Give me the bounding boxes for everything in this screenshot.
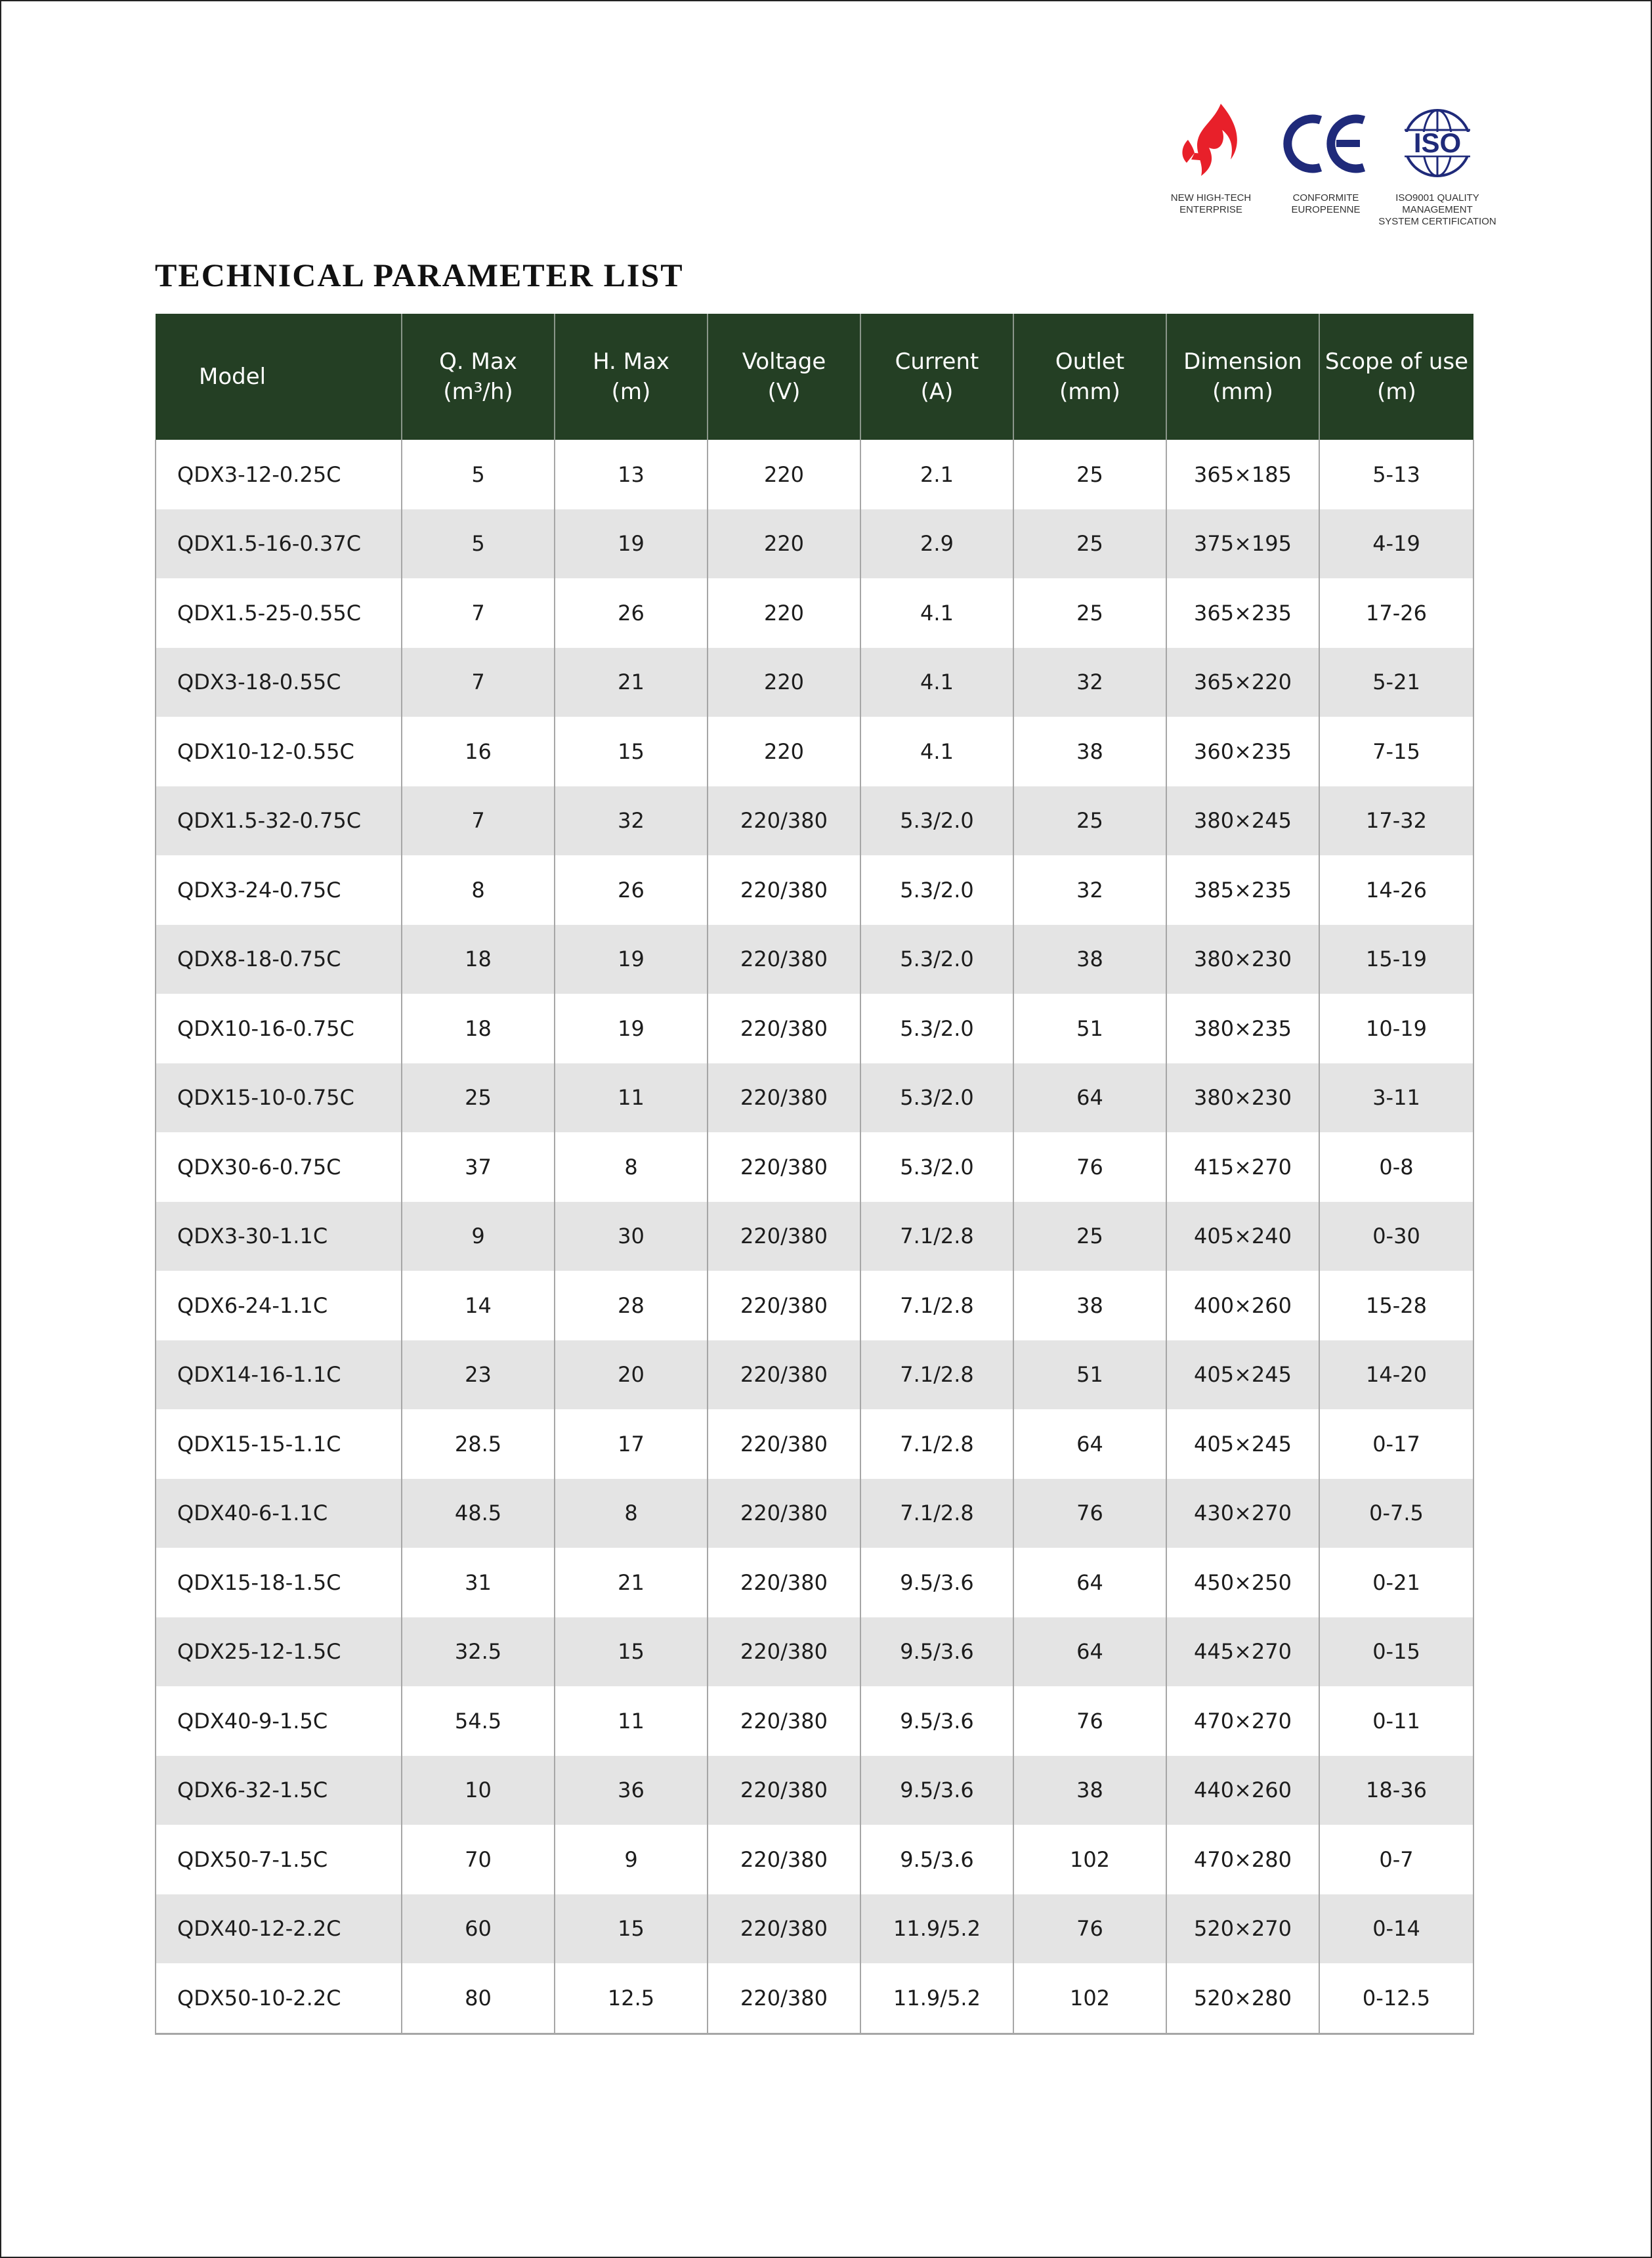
cell-model: QDX15-15-1.1C bbox=[156, 1409, 402, 1479]
cell-outlet: 38 bbox=[1013, 1756, 1166, 1825]
high-tech-flame-icon bbox=[1175, 100, 1247, 186]
table-row bbox=[156, 1479, 1473, 1548]
cell-h-max: 20 bbox=[555, 1340, 708, 1410]
cell-dimension: 400×260 bbox=[1166, 1271, 1319, 1340]
table-row bbox=[156, 1202, 1473, 1271]
table-row bbox=[156, 855, 1473, 925]
table-header-row bbox=[156, 314, 1473, 440]
cell-current: 4.1 bbox=[860, 717, 1013, 786]
cell-outlet: 64 bbox=[1013, 1063, 1166, 1133]
cell-outlet: 25 bbox=[1013, 1202, 1166, 1271]
cell-q-max: 25 bbox=[402, 1063, 555, 1133]
iso-logo-text: ISO bbox=[1413, 127, 1462, 158]
cell-scope-of-use: 0-11 bbox=[1319, 1686, 1473, 1756]
cell-dimension: 365×220 bbox=[1166, 648, 1319, 717]
cell-voltage: 220 bbox=[708, 509, 860, 579]
cell-h-max: 17 bbox=[555, 1409, 708, 1479]
cell-voltage: 220/380 bbox=[708, 1340, 860, 1410]
cell-voltage: 220/380 bbox=[708, 855, 860, 925]
cell-outlet: 76 bbox=[1013, 1479, 1166, 1548]
cell-h-max: 12.5 bbox=[555, 1963, 708, 2034]
table-row bbox=[156, 1825, 1473, 1894]
cell-current: 9.5/3.6 bbox=[860, 1617, 1013, 1687]
cell-outlet: 102 bbox=[1013, 1963, 1166, 2034]
cell-current: 9.5/3.6 bbox=[860, 1756, 1013, 1825]
cell-current: 9.5/3.6 bbox=[860, 1825, 1013, 1894]
cell-model: QDX30-6-0.75C bbox=[156, 1132, 402, 1202]
table-row bbox=[156, 1132, 1473, 1202]
cell-q-max: 80 bbox=[402, 1963, 555, 2034]
cell-voltage: 220/380 bbox=[708, 1271, 860, 1340]
cell-q-max: 16 bbox=[402, 717, 555, 786]
cell-model: QDX6-32-1.5C bbox=[156, 1756, 402, 1825]
cell-scope-of-use: 0-7 bbox=[1319, 1825, 1473, 1894]
cell-outlet: 64 bbox=[1013, 1617, 1166, 1687]
cell-h-max: 8 bbox=[555, 1479, 708, 1548]
cell-h-max: 11 bbox=[555, 1063, 708, 1133]
technical-parameter-table bbox=[155, 314, 1474, 2035]
cell-q-max: 7 bbox=[402, 578, 555, 648]
cell-dimension: 415×270 bbox=[1166, 1132, 1319, 1202]
cell-voltage: 220 bbox=[708, 717, 860, 786]
cell-model: QDX15-18-1.5C bbox=[156, 1548, 402, 1617]
cell-scope-of-use: 17-32 bbox=[1319, 786, 1473, 856]
cell-dimension: 380×235 bbox=[1166, 994, 1319, 1063]
cell-model: QDX6-24-1.1C bbox=[156, 1271, 402, 1340]
cell-model: QDX8-18-0.75C bbox=[156, 925, 402, 994]
cell-model: QDX1.5-16-0.37C bbox=[156, 509, 402, 579]
table-row bbox=[156, 786, 1473, 856]
table-row bbox=[156, 1686, 1473, 1756]
cell-scope-of-use: 17-26 bbox=[1319, 578, 1473, 648]
column-header-outlet: Outlet (mm) bbox=[1013, 314, 1166, 440]
cell-voltage: 220/380 bbox=[708, 925, 860, 994]
cell-q-max: 10 bbox=[402, 1756, 555, 1825]
cell-scope-of-use: 0-21 bbox=[1319, 1548, 1473, 1617]
cell-q-max: 37 bbox=[402, 1132, 555, 1202]
cell-voltage: 220 bbox=[708, 648, 860, 717]
cell-model: QDX14-16-1.1C bbox=[156, 1340, 402, 1410]
cell-q-max: 7 bbox=[402, 786, 555, 856]
iso-badge bbox=[1368, 98, 1506, 230]
cell-q-max: 7 bbox=[402, 648, 555, 717]
table-row bbox=[156, 1409, 1473, 1479]
cell-outlet: 32 bbox=[1013, 648, 1166, 717]
cell-h-max: 30 bbox=[555, 1202, 708, 1271]
cell-scope-of-use: 14-26 bbox=[1319, 855, 1473, 925]
cell-scope-of-use: 14-20 bbox=[1319, 1340, 1473, 1410]
cell-outlet: 51 bbox=[1013, 994, 1166, 1063]
cell-h-max: 26 bbox=[555, 578, 708, 648]
cell-h-max: 19 bbox=[555, 925, 708, 994]
table-row bbox=[156, 1963, 1473, 2034]
certification-logos bbox=[1142, 98, 1510, 230]
cell-model: QDX10-12-0.55C bbox=[156, 717, 402, 786]
cell-outlet: 25 bbox=[1013, 786, 1166, 856]
cell-model: QDX50-10-2.2C bbox=[156, 1963, 402, 2034]
cell-h-max: 15 bbox=[555, 717, 708, 786]
cell-h-max: 36 bbox=[555, 1756, 708, 1825]
cell-q-max: 18 bbox=[402, 925, 555, 994]
cell-dimension: 470×270 bbox=[1166, 1686, 1319, 1756]
cell-q-max: 31 bbox=[402, 1548, 555, 1617]
cell-h-max: 15 bbox=[555, 1894, 708, 1964]
cell-scope-of-use: 0-30 bbox=[1319, 1202, 1473, 1271]
cell-voltage: 220/380 bbox=[708, 1756, 860, 1825]
cell-scope-of-use: 3-11 bbox=[1319, 1063, 1473, 1133]
ce-caption: CONFORMITE EUROPEENNE bbox=[1291, 192, 1361, 215]
cell-voltage: 220/380 bbox=[708, 1548, 860, 1617]
cell-current: 2.9 bbox=[860, 509, 1013, 579]
cell-current: 4.1 bbox=[860, 648, 1013, 717]
cell-dimension: 405×240 bbox=[1166, 1202, 1319, 1271]
cell-outlet: 32 bbox=[1013, 855, 1166, 925]
cell-h-max: 13 bbox=[555, 440, 708, 509]
cell-h-max: 26 bbox=[555, 855, 708, 925]
table-row bbox=[156, 1548, 1473, 1617]
cell-q-max: 5 bbox=[402, 509, 555, 579]
cell-dimension: 360×235 bbox=[1166, 717, 1319, 786]
cell-current: 5.3/2.0 bbox=[860, 786, 1013, 856]
cell-scope-of-use: 0-8 bbox=[1319, 1132, 1473, 1202]
cell-h-max: 9 bbox=[555, 1825, 708, 1894]
cell-h-max: 21 bbox=[555, 648, 708, 717]
cell-voltage: 220/380 bbox=[708, 1409, 860, 1479]
cell-h-max: 19 bbox=[555, 509, 708, 579]
cell-model: QDX3-30-1.1C bbox=[156, 1202, 402, 1271]
cell-model: QDX10-16-0.75C bbox=[156, 994, 402, 1063]
cell-model: QDX40-6-1.1C bbox=[156, 1479, 402, 1548]
cell-scope-of-use: 0-7.5 bbox=[1319, 1479, 1473, 1548]
cell-current: 7.1/2.8 bbox=[860, 1340, 1013, 1410]
cell-outlet: 25 bbox=[1013, 578, 1166, 648]
cell-model: QDX3-24-0.75C bbox=[156, 855, 402, 925]
cell-dimension: 450×250 bbox=[1166, 1548, 1319, 1617]
column-header-model: Model bbox=[156, 314, 402, 440]
cell-current: 5.3/2.0 bbox=[860, 1132, 1013, 1202]
cell-voltage: 220/380 bbox=[708, 786, 860, 856]
cell-outlet: 25 bbox=[1013, 509, 1166, 579]
cell-current: 4.1 bbox=[860, 578, 1013, 648]
cell-scope-of-use: 7-15 bbox=[1319, 717, 1473, 786]
cell-voltage: 220 bbox=[708, 578, 860, 648]
cell-outlet: 76 bbox=[1013, 1686, 1166, 1756]
cell-model: QDX25-12-1.5C bbox=[156, 1617, 402, 1687]
cell-outlet: 51 bbox=[1013, 1340, 1166, 1410]
cell-q-max: 18 bbox=[402, 994, 555, 1063]
column-header-q-max: Q. Max (m³/h) bbox=[402, 314, 555, 440]
table-row bbox=[156, 1756, 1473, 1825]
cell-voltage: 220/380 bbox=[708, 1894, 860, 1964]
cell-current: 9.5/3.6 bbox=[860, 1686, 1013, 1756]
table-row bbox=[156, 994, 1473, 1063]
cell-q-max: 48.5 bbox=[402, 1479, 555, 1548]
cell-scope-of-use: 0-17 bbox=[1319, 1409, 1473, 1479]
cell-outlet: 102 bbox=[1013, 1825, 1166, 1894]
cell-outlet: 76 bbox=[1013, 1894, 1166, 1964]
table-row bbox=[156, 1894, 1473, 1964]
page-title: TECHNICAL PARAMETER LIST bbox=[155, 257, 684, 293]
cell-h-max: 32 bbox=[555, 786, 708, 856]
iso-caption: ISO9001 QUALITY MANAGEMENT SYSTEM CERTIFICATION bbox=[1378, 192, 1496, 227]
column-header-voltage: Voltage (V) bbox=[708, 314, 860, 440]
cell-scope-of-use: 10-19 bbox=[1319, 994, 1473, 1063]
cell-dimension: 365×235 bbox=[1166, 578, 1319, 648]
column-header-scope-of-use: Scope of use (m) bbox=[1319, 314, 1473, 440]
cell-current: 11.9/5.2 bbox=[860, 1894, 1013, 1964]
table-row bbox=[156, 648, 1473, 717]
cell-q-max: 70 bbox=[402, 1825, 555, 1894]
cell-q-max: 14 bbox=[402, 1271, 555, 1340]
cell-outlet: 38 bbox=[1013, 717, 1166, 786]
cell-voltage: 220/380 bbox=[708, 1686, 860, 1756]
cell-outlet: 38 bbox=[1013, 1271, 1166, 1340]
cell-q-max: 23 bbox=[402, 1340, 555, 1410]
cell-h-max: 28 bbox=[555, 1271, 708, 1340]
cell-model: QDX1.5-32-0.75C bbox=[156, 786, 402, 856]
cell-current: 11.9/5.2 bbox=[860, 1963, 1013, 2034]
cell-scope-of-use: 5-13 bbox=[1319, 440, 1473, 509]
cell-q-max: 54.5 bbox=[402, 1686, 555, 1756]
cell-dimension: 380×230 bbox=[1166, 925, 1319, 994]
table-row bbox=[156, 1271, 1473, 1340]
cell-current: 5.3/2.0 bbox=[860, 855, 1013, 925]
cell-dimension: 380×230 bbox=[1166, 1063, 1319, 1133]
cell-scope-of-use: 0-12.5 bbox=[1319, 1963, 1473, 2034]
cell-voltage: 220 bbox=[708, 440, 860, 509]
cell-model: QDX3-18-0.55C bbox=[156, 648, 402, 717]
cell-model: QDX15-10-0.75C bbox=[156, 1063, 402, 1133]
ce-mark-icon bbox=[1280, 107, 1372, 179]
cell-q-max: 60 bbox=[402, 1894, 555, 1964]
cell-q-max: 9 bbox=[402, 1202, 555, 1271]
table-row bbox=[156, 1063, 1473, 1133]
cell-dimension: 520×270 bbox=[1166, 1894, 1319, 1964]
cell-voltage: 220/380 bbox=[708, 1963, 860, 2034]
cell-scope-of-use: 0-15 bbox=[1319, 1617, 1473, 1687]
table-row bbox=[156, 578, 1473, 648]
table-body bbox=[156, 440, 1473, 2034]
cell-current: 2.1 bbox=[860, 440, 1013, 509]
cell-current: 5.3/2.0 bbox=[860, 994, 1013, 1063]
cell-dimension: 470×280 bbox=[1166, 1825, 1319, 1894]
cell-h-max: 15 bbox=[555, 1617, 708, 1687]
column-header-current: Current (A) bbox=[860, 314, 1013, 440]
cell-h-max: 21 bbox=[555, 1548, 708, 1617]
cell-scope-of-use: 4-19 bbox=[1319, 509, 1473, 579]
table-row bbox=[156, 925, 1473, 994]
cell-model: QDX40-12-2.2C bbox=[156, 1894, 402, 1964]
cell-model: QDX40-9-1.5C bbox=[156, 1686, 402, 1756]
cell-voltage: 220/380 bbox=[708, 1825, 860, 1894]
cell-voltage: 220/380 bbox=[708, 1063, 860, 1133]
cell-current: 7.1/2.8 bbox=[860, 1271, 1013, 1340]
cell-voltage: 220/380 bbox=[708, 1132, 860, 1202]
cell-scope-of-use: 0-14 bbox=[1319, 1894, 1473, 1964]
cell-dimension: 375×195 bbox=[1166, 509, 1319, 579]
cell-dimension: 380×245 bbox=[1166, 786, 1319, 856]
cell-voltage: 220/380 bbox=[708, 994, 860, 1063]
table-row bbox=[156, 1617, 1473, 1687]
cell-outlet: 76 bbox=[1013, 1132, 1166, 1202]
cell-voltage: 220/380 bbox=[708, 1617, 860, 1687]
table-row bbox=[156, 1340, 1473, 1410]
cell-current: 5.3/2.0 bbox=[860, 925, 1013, 994]
cell-outlet: 64 bbox=[1013, 1548, 1166, 1617]
column-header-h-max: H. Max (m) bbox=[555, 314, 708, 440]
cell-voltage: 220/380 bbox=[708, 1202, 860, 1271]
cell-current: 9.5/3.6 bbox=[860, 1548, 1013, 1617]
cell-dimension: 365×185 bbox=[1166, 440, 1319, 509]
cell-dimension: 385×235 bbox=[1166, 855, 1319, 925]
cell-h-max: 11 bbox=[555, 1686, 708, 1756]
column-header-dimension: Dimension (mm) bbox=[1166, 314, 1319, 440]
cell-dimension: 405×245 bbox=[1166, 1409, 1319, 1479]
cell-q-max: 8 bbox=[402, 855, 555, 925]
table-row bbox=[156, 509, 1473, 579]
cell-outlet: 25 bbox=[1013, 440, 1166, 509]
iso-globe-icon bbox=[1395, 107, 1480, 179]
cell-scope-of-use: 5-21 bbox=[1319, 648, 1473, 717]
cell-current: 7.1/2.8 bbox=[860, 1409, 1013, 1479]
cell-scope-of-use: 18-36 bbox=[1319, 1756, 1473, 1825]
cell-q-max: 5 bbox=[402, 440, 555, 509]
cell-outlet: 38 bbox=[1013, 925, 1166, 994]
cell-voltage: 220/380 bbox=[708, 1479, 860, 1548]
cell-q-max: 28.5 bbox=[402, 1409, 555, 1479]
cell-dimension: 520×280 bbox=[1166, 1963, 1319, 2034]
table-row bbox=[156, 440, 1473, 509]
cell-model: QDX3-12-0.25C bbox=[156, 440, 402, 509]
cell-current: 7.1/2.8 bbox=[860, 1202, 1013, 1271]
cell-dimension: 405×245 bbox=[1166, 1340, 1319, 1410]
cell-scope-of-use: 15-19 bbox=[1319, 925, 1473, 994]
cell-dimension: 440×260 bbox=[1166, 1756, 1319, 1825]
cell-model: QDX50-7-1.5C bbox=[156, 1825, 402, 1894]
cell-scope-of-use: 15-28 bbox=[1319, 1271, 1473, 1340]
table-row bbox=[156, 717, 1473, 786]
high-tech-caption: NEW HIGH-TECH ENTERPRISE bbox=[1170, 192, 1252, 215]
cell-outlet: 64 bbox=[1013, 1409, 1166, 1479]
cell-h-max: 8 bbox=[555, 1132, 708, 1202]
cell-current: 7.1/2.8 bbox=[860, 1479, 1013, 1548]
cell-dimension: 430×270 bbox=[1166, 1479, 1319, 1548]
cell-model: QDX1.5-25-0.55C bbox=[156, 578, 402, 648]
cell-current: 5.3/2.0 bbox=[860, 1063, 1013, 1133]
cell-q-max: 32.5 bbox=[402, 1617, 555, 1687]
cell-h-max: 19 bbox=[555, 994, 708, 1063]
cell-dimension: 445×270 bbox=[1166, 1617, 1319, 1687]
